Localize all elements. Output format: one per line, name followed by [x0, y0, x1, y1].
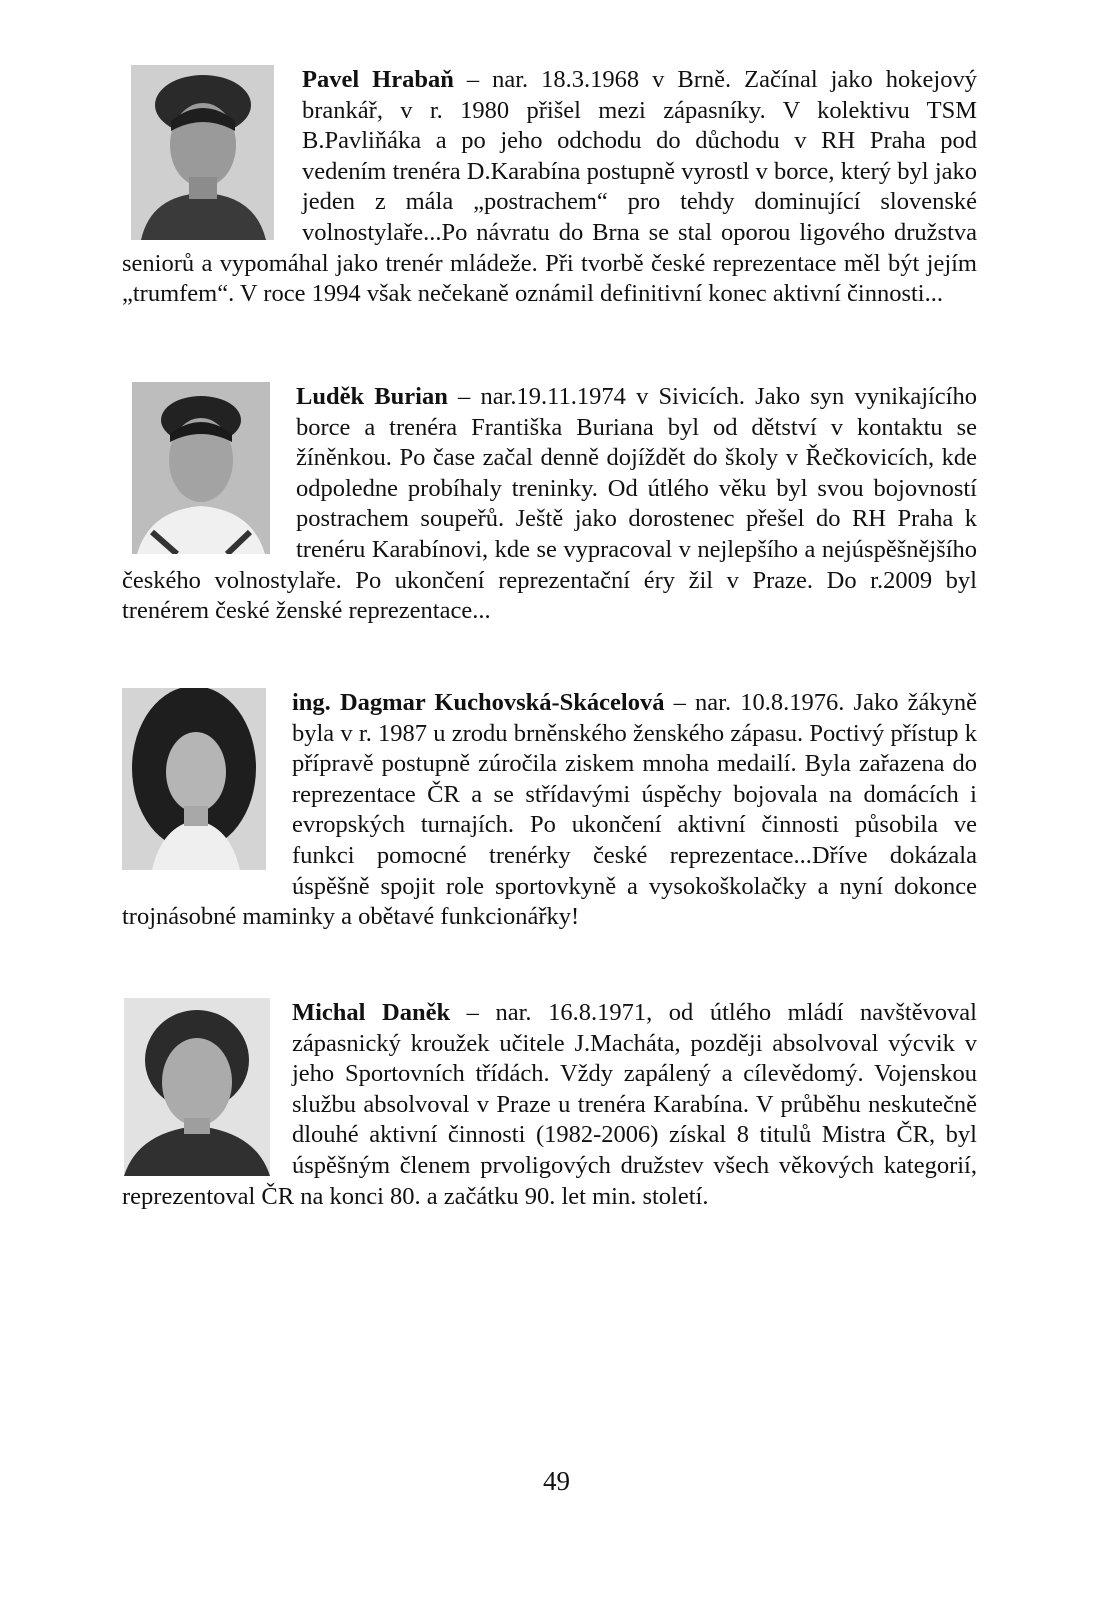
page-number: 49 [543, 1466, 570, 1496]
biography-body: – nar. 16.8.1971, od útlého mládí navštěvoval zápasnický kroužek učitele J.Macháta, později absolvoval výcvik v jeho Sportovních třídách. Vždy zapálený a cílevědomý. Vojenskou službu absolvoval v Praze u trenéra Karabína. V průběhu neskutečně dlouhé aktivní činnosti (1982-2006) získal 8 titulů Mistra ČR, byl úspěšným členem prvoligových družstev všech věkových kategorií, reprezentoval ČR na konci 80. a začátku 90. let min. století. [122, 999, 977, 1210]
biography-body: – nar. 10.8.1976. Jako žákyně byla v r. 1987 u zrodu brněnského ženského zápasu. Poctivý přístup k přípravě postupně zúročila ziskem mnoha medailí. Byla zařazena do reprezentace ČR a se střídavými úspěchy bojovala na domácích i evropských turnajích. Po ukončení aktivní činnosti působila ve funkci pomocné trenérky české reprezentace...Dříve dokázala úspěšně spojit role sportovkyně a vysokoškolačky a nyní dokonce trojnásobné maminky a obětavé funkcionářky! [122, 689, 978, 931]
person-name: ing. Dagmar Kuchovská-Skácelová [292, 689, 665, 716]
person-name: Pavel Hrabaň [302, 66, 454, 93]
biography-entry [122, 998, 977, 1212]
portrait-photo [124, 998, 270, 1176]
portrait-photo [131, 65, 274, 240]
biography-entry [122, 65, 977, 310]
person-name: Michal Daněk [292, 999, 451, 1026]
portrait-photo [132, 382, 270, 554]
person-name: Luděk Burian [296, 383, 448, 410]
biography-body: – nar.19.11.1974 v Sivicích. Jako syn vynikajícího borce a trenéra Františka Buriana byl od dětství v kontaktu se žíněnkou. Po čase začal denně dojíždět do školy v Řečkovicích, kde odpoledne probíhaly treninky. Od útlého věku byl svou bojovností postrachem soupeřů. Ještě jako dorostenec přešel do RH Praha k trenéru Karabínovi, kde se vypracoval v nejlepšího a nejúspěšnějšího českého volnostylaře. Po ukončení reprezentační éry žil v Praze. Do r.2009 byl trenérem české ženské reprezentace... [122, 383, 977, 625]
biography-entry [122, 382, 977, 627]
biography-body: – nar. 18.3.1968 v Brně. Začínal jako hokejový brankář, v r. 1980 přišel mezi zápasníky. V kolektivu TSM B.Pavliňáka a po jeho odchodu do důchodu v RH Praha pod vedením trenéra D.Karabína postupně vyrostl v borce, který byl jako jeden z mála „postrachem“ pro tehdy dominující slovenské volnostylaře...Po návratu do Brna se stal oporou ligového družstva seniorů a vypomáhal jako trenér mládeže. Při tvorbě české reprezentace měl být jejím „trumfem“. V roce 1994 však nečekaně oznámil definitivní konec aktivní činnosti... [122, 66, 977, 308]
portrait-photo [122, 688, 266, 870]
biography-entry [122, 688, 977, 933]
